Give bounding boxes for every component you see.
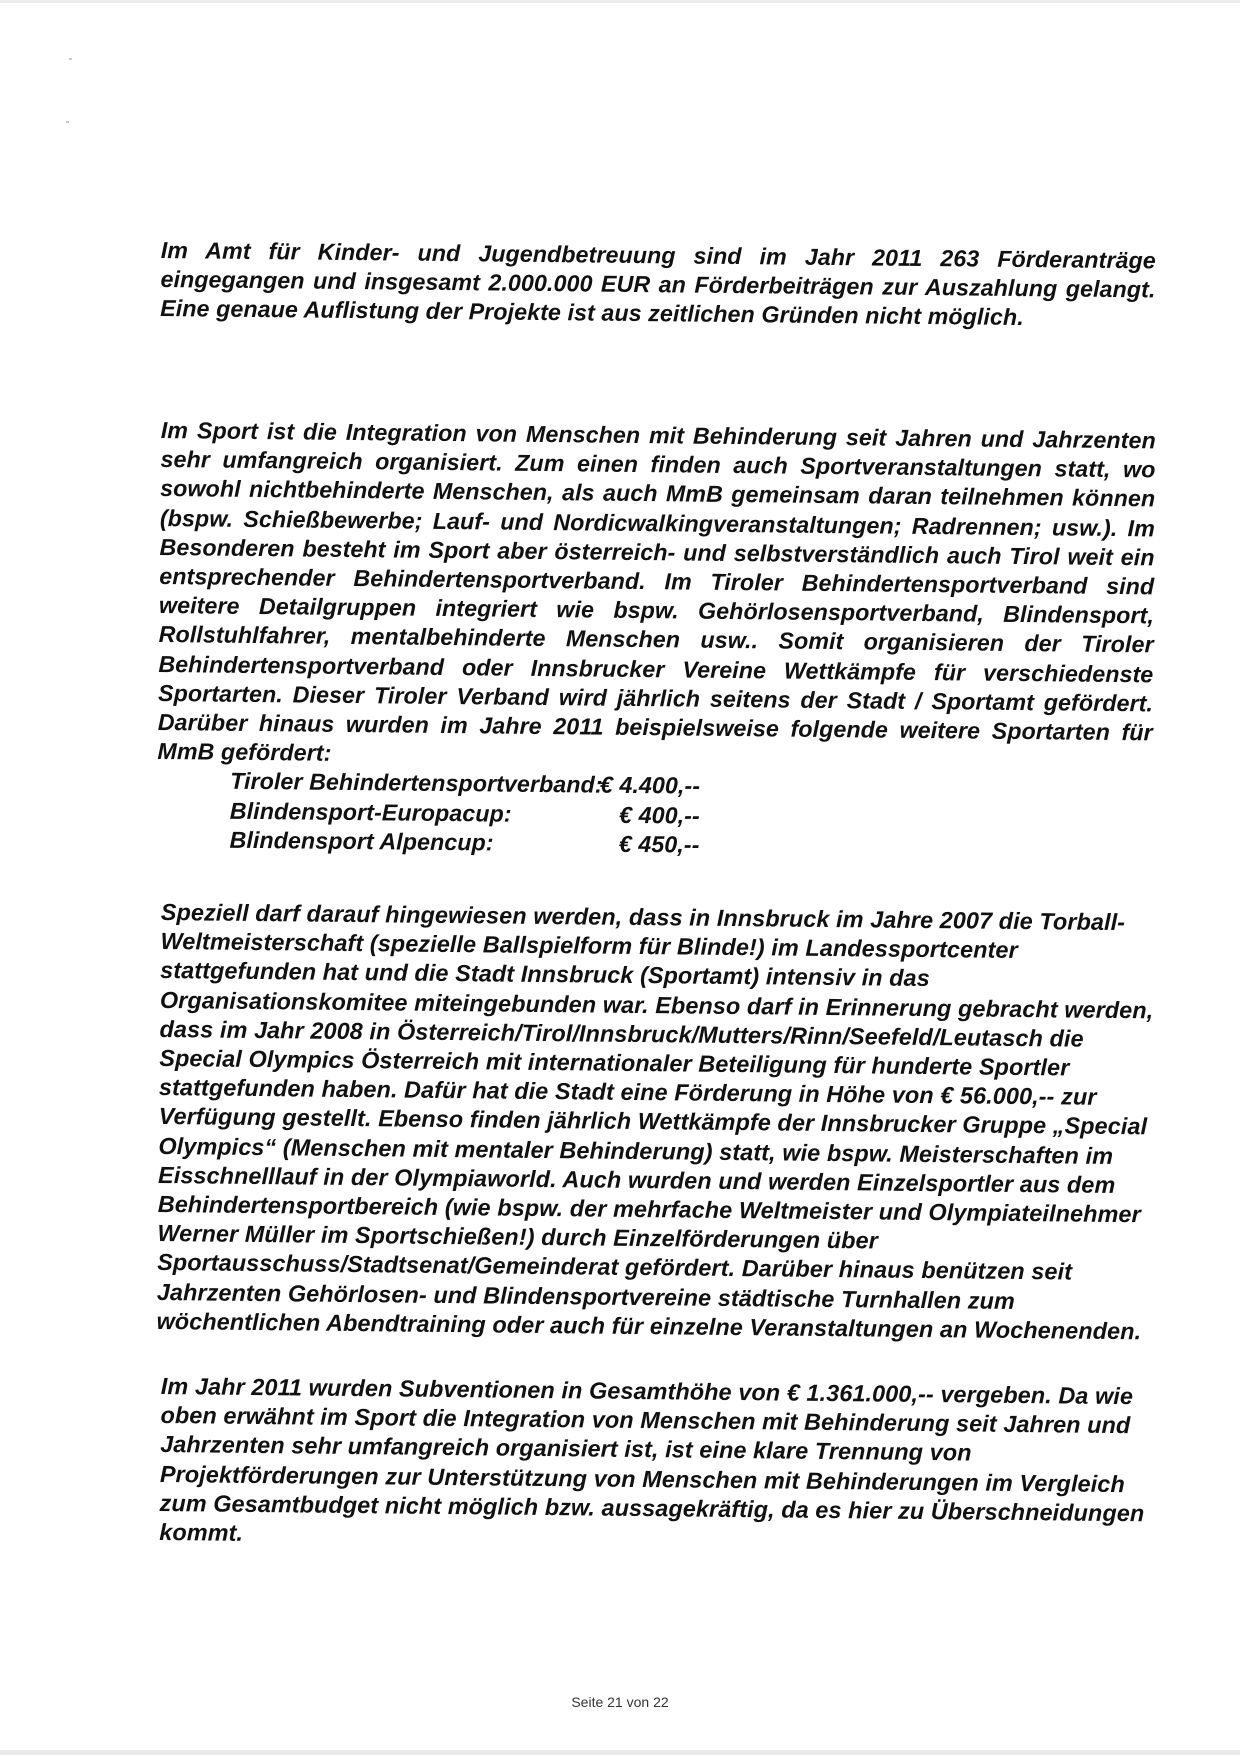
- scan-speck: [69, 58, 72, 60]
- funding-amount: € 4.400,--: [599, 771, 701, 799]
- funding-amount: € 400,--: [618, 801, 700, 828]
- funding-amount: € 450,--: [618, 830, 700, 858]
- funding-label: Tiroler Behindertensportverband:: [230, 767, 603, 798]
- paragraph-sport-integration-text: Im Sport ist die Integration von Menschen mit Behinderung seit Jahren und Jahrzenten sehr umfangreich organisiert. Zum einen finden auch Sportveranstaltungen statt, wo sowohl nichtbehinderte Menschen, als auch MmB gemeinsam daran teilnehmen können (bspw. Schießbewerbe; Lauf- und Nordicwalkingveranstaltungen; Radrennen; usw.). Im Besonderen besteht im Sport aber österreich- und selbstverständlich auch Tirol weit ein entsprechender Behindertensportverband. Im Tiroler Behindertensportverband sind weitere Detailgruppen integriert wie bspw. Gehörlosensportverband, Blindensport, Rollstuhlfahrer, mentalbehinderte Menschen usw.. Somit organisieren der Tiroler Behindertensportverband oder Innsbrucker Vereine Wettkämpfe für verschiedenste Sportarten. Dieser Tiroler Verband wird jährlich seitens der Stadt / Sportamt gefördert. Darüber hinaus wurden im Jahre 2011 beispielsweise folgende weitere Sportarten für MmB gefördert:: [157, 416, 1156, 766]
- document-body: [156, 236, 1156, 1547]
- funding-list: [156, 766, 1152, 864]
- scan-top-edge: [0, 0, 1240, 3]
- paragraph-subventionen: Im Jahr 2011 wurden Subventionen in Gesamthöhe von € 1.361.000,-- vergeben. Da wie oben erwähnt im Sport die Integration von Menschen mit Behinderung seit Jahren und Jahrzenten sehr umfangreich organisiert ist, ist eine klare Trennung von Projektförderungen zur Unterstützung von Menschen mit Behinderungen im Vergleich zum Gesamtbudget nicht möglich bzw. aussagekräftig, da es hier zu Überschneidungen kommt.: [159, 1372, 1145, 1546]
- paragraph-events: Speziell darf darauf hingewiesen werden, dass in Innsbruck im Jahre 2007 die Torball-Weltmeisterschaft (spezielle Ballspielform für Blinde!) im Landessportcenter stattgefunden hat und die Stadt Innsbruck (Sportamt) intensiv in das Organisationskomitee miteingebunden war. Ebenso darf in Erinnerung gebracht werden, dass im Jahr 2008 in Österreich/Tirol/Innsbruck/Mutters/Rinn/Seefeld/Leutasch die Special Olympics Österreich mit internationaler Beteiligung für hunderte Sportler stattgefunden haben. Dafür hat die Stadt eine Förderung in Höhe von € 56.000,-- zur Verfügung gestellt. Ebenso finden jährlich Wettkämpfe der Innsbrucker Gruppe „Special Olympics“ (Menschen mit mentaler Behinderung) statt, wie bspw. Meisterschaften im Eisschnelllauf in der Olympiaworld. Auch wurden und werden Einzelsportler aus dem Behindertensportbereich (wie bspw. der mehrfache Weltmeister und Olympiateilnehmer Werner Müller im Sportschießen!) durch Einzelförderungen über Sportausschuss/Stadtsenat/Gemeinderat gefördert. Darüber hinaus benützen seit Jahrzenten Gehörlosen- und Blindensportvereine städtische Turnhallen zum wöchentlichen Abendtraining oder auch für einzelne Veranstaltungen an Wochenenden.: [156, 898, 1154, 1344]
- scan-speck: [66, 121, 69, 123]
- page-number: Seite 21 von 22: [571, 1694, 669, 1710]
- funding-label: Blindensport-Europacup:: [229, 796, 512, 826]
- paragraph-sport-integration: [156, 416, 1156, 864]
- scan-bottom-edge: [0, 1750, 1240, 1755]
- funding-label: Blindensport Alpencup:: [229, 826, 494, 855]
- paragraph-kinder-jugend: Im Amt für Kinder- und Jugendbetreuung sind im Jahr 2011 263 Förderanträge eingegangen und insgesamt 2.000.000 EUR an Förderbeiträgen zur Auszahlung gelangt. Eine genaue Auflistung der Projekte ist aus zeitlichen Gründen nicht möglich.: [160, 236, 1156, 331]
